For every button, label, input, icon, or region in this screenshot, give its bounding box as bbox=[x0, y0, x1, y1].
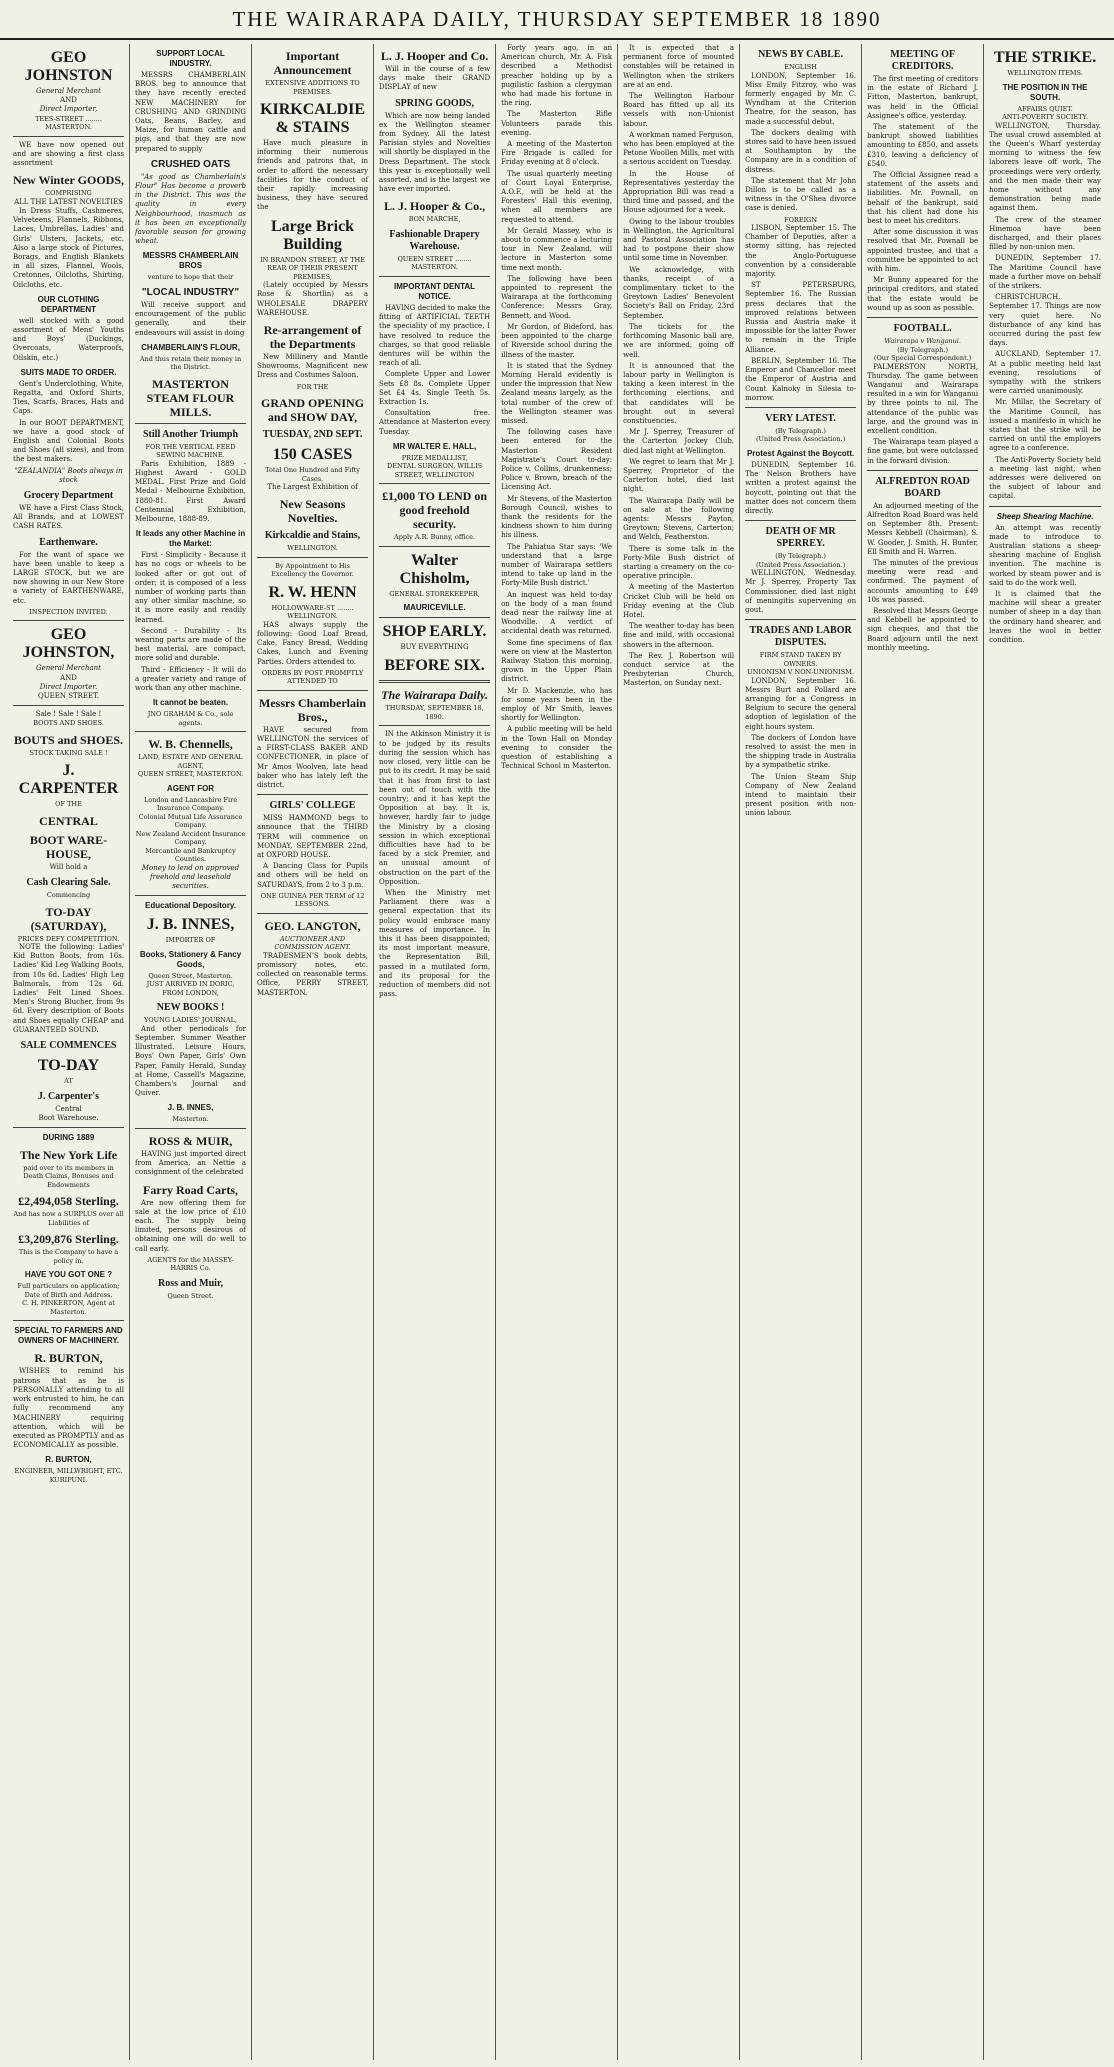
winter-intro: WE have now opened out and are showing a first class assortment bbox=[13, 140, 125, 168]
grocery-title: Grocery Department bbox=[23, 490, 114, 501]
extensive: EXTENSIVE ADDITIONS TO PREMISES. bbox=[265, 79, 360, 96]
have-body: Full particulars on application; Date of Birth and Address. bbox=[17, 1282, 120, 1299]
hall-sub: PRIZE MEDALLIST, bbox=[401, 453, 468, 462]
geo2-street: QUEEN STREET. bbox=[37, 691, 100, 700]
column-2 bbox=[130, 44, 252, 2060]
dancing: A Dancing Class for Pupils and others will be held on SATURDAYS, from 2 to 3 p.m. bbox=[257, 862, 369, 889]
sheep-body: An attempt was recently made to introduce to Australian stations a sheep-shearing machine of English invention. The machine is worked by steam power and is said to do the work well. bbox=[989, 523, 1102, 587]
fashion: Fashionable Drapery Warehouse. bbox=[389, 228, 480, 252]
column-6 bbox=[618, 44, 740, 2060]
cable-item: BERLIN, September 16. The Emperor and Chancellor meet the Emperor of Austria and Count Kalnoky in Silesia to-morrow. bbox=[745, 356, 857, 402]
burton-body: WISHES to remind his patrons that as he is PERSONALLY attending to all work entrusted to him, he can fully recommend any MACHINERY requiring attention, which will be executed as PROMPTLY and as ECONOMICALLY as possible. bbox=[13, 1367, 125, 1450]
edu: Educational Depository. bbox=[145, 901, 237, 911]
ross-body: HAVING just imported direct from America, an Nettie a consignment of the celebrated bbox=[135, 1149, 247, 1177]
news-item: Mr D. Mackenzie, who has for some years been in the employ of Mr Smith, leaves shortly for Wellington. bbox=[501, 686, 613, 723]
lend: £1,000 TO LEND on good freehold security. bbox=[382, 489, 488, 532]
cable-item: The dockers dealing with stores said to have been issued at Southampton by the Company are in a condition of distress. bbox=[745, 128, 857, 174]
boot-ware-title: BOOT WARE-HOUSE, bbox=[29, 832, 108, 861]
news-item: A public meeting will be held in the Town Hall on Monday evening to consider the question of establishing a Technical School in Masterton. bbox=[501, 725, 613, 771]
football-corr: (Our Special Correspondent.) bbox=[873, 354, 972, 363]
inspection: INSPECTION INVITED. bbox=[29, 607, 108, 616]
prices: PRICES DEFY COMPETITION. bbox=[17, 934, 120, 943]
surplus: And has now a SURPLUS over all Liabilities of bbox=[13, 1210, 124, 1227]
hooper2: L. J. Hooper & Co., bbox=[384, 199, 486, 214]
of-the: OF THE bbox=[55, 800, 82, 809]
column-8 bbox=[862, 44, 984, 2060]
geo-and: AND bbox=[60, 96, 77, 105]
news-item: We regret to learn that Mr J. Sperrey, Proprietor of the Carterton hotel, died last night. bbox=[623, 457, 735, 494]
brandon: IN BRANDON STREET, AT THE REAR OF THEIR PRESENT PREMISES, bbox=[260, 255, 365, 281]
news-item: It is stated that the Sydney Morning Herald evidently is under the impression that New Zealand means largely, as the total number of the crew of the Wellington steamer was missed. bbox=[501, 361, 613, 425]
clothing-body: well stocked with a good assortment of Mens' Youths and Boys' (Duckings, Overcoats, Waterproofs, Oilskin, etc.) bbox=[13, 316, 125, 362]
langton-body: TRADESMEN'S book debts, promissory notes, etc. collected on reasonable terms. Office, PERRY STREET, MASTERTON. bbox=[257, 951, 369, 997]
kirk-short: Kirkcaldie and Stains, bbox=[264, 530, 361, 542]
note-body: NOTE the following: Ladies' Kid Button Boots, from 16s. Ladies' Kid Leg Walking Boots, from 10s 6d. Ladies' High Leg Balmorals, from 12s 6d. Ladies' Felt Lined Shoes. Men's Strong Blucher, from 9s 6d. Every description of Boots and Shoes equally CHEAP and GUARANTEED SOUND. bbox=[13, 943, 125, 1034]
ross: ROSS & MUIR, bbox=[148, 1133, 233, 1148]
kirk-body: Have much pleasure in informing their numerous friends and patrons that, in order to afford the necessary facilities for the conduct of their rapidly increasing business, they have secured the bbox=[257, 139, 369, 212]
paper-title: The Wairarapa Daily. bbox=[381, 688, 488, 703]
news-item: Forty years ago, in an American church, Mr. A. Fisk described a Methodist preacher holding up by a pugilistic fashion a clergyman who had made his fortune in the ring. bbox=[501, 44, 613, 108]
girls: GIRLS' COLLEGE bbox=[269, 800, 356, 812]
storekeeper: GENERAL STOREKEEPER, bbox=[389, 589, 480, 598]
strike-christchurch: CHRISTCHURCH, September 17. Things are now very quiet here. No disturbance of any kind has occurred during the past few days. bbox=[989, 293, 1102, 348]
hooper: L. J. Hooper and Co. bbox=[380, 49, 489, 63]
alfredton: ALFREDTON ROAD BOARD bbox=[875, 475, 970, 499]
tuesday: TUESDAY, 2ND SEPT. bbox=[262, 429, 363, 441]
cable-item: LONDON, September 16. Miss Emily Fitzroy, who was formerly engaged by Mr. C. Wyndham at the Criterion Theatre, for the season, has made a successful debut. bbox=[745, 71, 857, 126]
graham: JNO GRAHAM & Co., sole agents. bbox=[147, 710, 234, 727]
support-title: SUPPORT LOCAL INDUSTRY. bbox=[156, 49, 225, 68]
strike-body2: The crew of the steamer Hinemoa have been discharged, and their places filled by non-union men. bbox=[989, 215, 1102, 252]
ross2: Ross and Muir, bbox=[158, 1277, 223, 1289]
column-5 bbox=[496, 44, 618, 2060]
land: LAND, ESTATE AND GENERAL AGENT, bbox=[138, 753, 243, 770]
spring-body: Which are now being landed ex the Wellington steamer from Sydney. All the latest Parisian styles and Novelties will shortly be displayed in the Dress Department. The stock this year is exceptionally well assorted, and is the largest we have ever imported. bbox=[379, 111, 491, 194]
meeting-body3: The Official Assignee read a statement of the assets and liabilities. Mr. Pownall, on behalf of the bankrupt, said that his client had done his best to meet his creditors. bbox=[867, 171, 979, 226]
clothing-title: OUR CLOTHING DEPARTMENT bbox=[37, 294, 100, 314]
cham: Messrs Chamberlain Bros., bbox=[259, 695, 367, 724]
dental: IMPORTANT DENTAL NOTICE. bbox=[394, 281, 476, 301]
gents-body: Gent's Underclothing, White, Regatta, and Oxford Shirts, Ties, Scarfs, Braces, Hats and Caps. bbox=[13, 379, 125, 416]
will-hold: Will hold a bbox=[49, 862, 88, 871]
protest-body: DUNEDIN, September 16. The Nelson Brothers have written a protest against the boycott, pointing out that the matter does not concern them directly. bbox=[745, 460, 857, 515]
news-item: It is announced that the labour party in Wellington is taking a keen interest in the forthcoming elections, and that candidates will be brought out in several constituencies. bbox=[623, 361, 735, 425]
masterton: Masterton. bbox=[172, 1115, 209, 1124]
just-arrived: JUST ARRIVED IN DORIC, FROM LONDON, bbox=[146, 980, 235, 997]
geo-sub: General Merchant bbox=[36, 87, 101, 95]
meeting-body: The first meeting of creditors in the estate of Richard J. Fitton, Masterton, bankrupt, was held in the Official Assignee's office, yesterday. bbox=[867, 75, 979, 120]
death: DEATH OF MR SPERREY. bbox=[765, 526, 836, 550]
news-item: The Pahiatua Star says: 'We understand that a large number of Wairarapa settlers intend to take up land in the Forty-Mile Bush district.' bbox=[501, 542, 613, 588]
news-item: The following cases have been entered for the Masterton Resident Magistrate's Court to-day: Police v. Collins, drunkenness; Police v. Brown, breach of the Licensing Act. bbox=[501, 428, 613, 492]
pinkerton: C. H. PINKERTON, Agent at Masterton. bbox=[22, 1299, 115, 1316]
local-ind: "LOCAL INDUSTRY" bbox=[141, 286, 240, 298]
today-title: TO-DAY (SATURDAY), bbox=[30, 904, 107, 933]
boots-line: BOOTS AND SHOES. bbox=[33, 719, 104, 728]
leads: It leads any other Machine in the Market: bbox=[135, 529, 246, 549]
have-you: HAVE YOU GOT ONE ? bbox=[24, 1270, 113, 1280]
before-six: BEFORE SIX. bbox=[384, 657, 485, 675]
english-sub: ENGLISH bbox=[784, 63, 817, 71]
editorial2: When the Ministry met Parliament there was a general expectation that its policy would embrace many measures of importance. In this it has been disappointed; its most important measure, the Representation Bill, passed in a mutilated form, and its proposal for the reduction of members did not pass. bbox=[379, 888, 491, 999]
strike-dunedin: DUNEDIN, September 17. The Maritime Council have made a further move on behalf of the strikers. bbox=[989, 254, 1102, 290]
winter-comp: COMPRISING bbox=[45, 189, 92, 198]
lend-sub: Apply A.R. Bunny, office. bbox=[394, 533, 476, 542]
column-4 bbox=[374, 44, 496, 2060]
winter-novel: ALL THE LATEST NOVELTIES bbox=[14, 197, 123, 206]
importer: IMPORTER OF bbox=[165, 936, 216, 945]
football-body: PALMERSTON NORTH, Thursday. The game between Wanganui and Wairarapa resulted in a win for Wanganui by three points to nil. The attendance of the public was large, and the ground was in excellent condition. bbox=[867, 362, 979, 435]
girls-body: MISS HAMMOND begs to announce that the THIRD TERM will commence on MONDAY, SEPTEMBER 22nd, at OXFORD HOUSE. bbox=[257, 814, 369, 859]
news-item: Mr Gordon, of Bideford, has been appointed to the charge of Riverside school during the illness of the master. bbox=[501, 322, 613, 359]
henn: R. W. HENN bbox=[268, 583, 357, 601]
quote: "As good as Chamberlain's Flour" Has become a proverb in the District. This was the quality in every Neighbourhood, inasmuch as it has been an exceptionally favorable season for growing wheat. bbox=[135, 172, 247, 246]
news-item: The Wellington Harbour Board has fitted up all its vessels with non-Unionist labour. bbox=[623, 92, 735, 128]
grand: GRAND OPENING and SHOW DAY, bbox=[261, 396, 365, 425]
column-7 bbox=[740, 44, 862, 2060]
lancashire: London and Lancashire Fire Insurance Company. bbox=[143, 795, 238, 813]
commencing: Commencing bbox=[46, 891, 91, 900]
trades-body: LONDON, September 16. Messrs Burt and Pollard are arranging for a Congress in Belgium to secure the general adoption of legislation of the eight hours system. bbox=[745, 676, 857, 731]
geo-johnston-title: GEO JOHNSTON bbox=[24, 49, 113, 84]
affairs: AFFAIRS QUIET. bbox=[1017, 104, 1073, 113]
cable-item: The statement that Mr John Dillon is to be called as a witness in the O'Shea divorce case is denied. bbox=[745, 176, 857, 213]
news-item: Owing to the labour troubles in Wellington, the Agricultural and Pastoral Association has had to postpone their show until some time in November. bbox=[623, 217, 735, 263]
new-mill: New Millinery and Mantle Showrooms, Magnificent new Dress and Costumes Saloon. bbox=[257, 352, 369, 380]
strike-auckland: AUCKLAND, September 17. At a public meeting held last evening, resolutions of sympathy with the strikers were carried unanimously. bbox=[989, 350, 1102, 396]
editorial: IN the Atkinson Ministry it is to be judged by its results during the session which has now closed, very little can be put to its credit. It may be said that it has from first to last been out of touch with the country; and it has kept the Opposition at bay. It is, however, hardly fair to judge the Ministry by a closing session in which exceptional difficulties have had to be faced by a sick Premier, and an unusual amount of obstruction on the part of the Opposition. bbox=[379, 730, 491, 886]
anti: ANTI-POVERTY SOCIETY. bbox=[1002, 113, 1089, 121]
hooper-intro: Will in the course of a few days make their GRAND DISPLAY of new bbox=[379, 65, 491, 92]
special: SPECIAL TO FARMERS AND OWNERS OF MACHINERY. bbox=[14, 1326, 123, 1346]
central-title: CENTRAL bbox=[39, 813, 98, 828]
news-item: The Rev. J. Robertson will conduct service at the Presbyterian Church, Masterton, on Sunday next. bbox=[623, 651, 735, 688]
dental-body: HAVING decided to make the fitting of ARTIFICIAL TEETH the speciality of my practice, I have resolved to reduce the charges, so that good reliable dentures will be within the reach of all. bbox=[379, 303, 491, 368]
geo2-and: AND bbox=[60, 673, 77, 682]
innes: J. B. INNES, bbox=[146, 916, 235, 934]
death-tel: (By Telegraph.) bbox=[775, 552, 826, 561]
mauriceville: MAURICEVILLE. bbox=[403, 603, 466, 613]
queen-street: QUEEN STREET, MASTERTON. bbox=[137, 770, 244, 779]
agents: AGENTS for the MASSEY-HARRIS Co. bbox=[147, 1255, 234, 1273]
meeting-body5: Mr Bunny appeared for the principal creditors, and stated that the estate would be wound up as soon as possible. bbox=[867, 276, 979, 312]
henn-appt: By Appointment to His Excellency the Governor. bbox=[271, 561, 354, 579]
new-books: NEW BOOKS ! bbox=[156, 1002, 225, 1014]
amount1: £2,494,058 Sterling. bbox=[18, 1194, 119, 1209]
position: THE POSITION IN THE SOUTH. bbox=[1002, 82, 1088, 102]
winter-title: New Winter GOODS, bbox=[13, 173, 125, 188]
spring: SPRING GOODS, bbox=[395, 97, 474, 109]
crushed: CRUSHED OATS bbox=[150, 158, 231, 170]
column-3 bbox=[252, 44, 374, 2060]
death-press: (United Press Association.) bbox=[755, 560, 846, 569]
strike-body3: Mr. Millar, the Secretary of the Maritime Council, has issued a manifesto in which he states that the strike will be carried on until the employers agree to a conference. bbox=[989, 398, 1102, 453]
shop-early: SHOP EARLY. bbox=[382, 623, 487, 641]
newspaper-columns bbox=[8, 44, 1106, 2060]
geo2-dir: Direct Importer. bbox=[39, 682, 98, 691]
winter-body: In Dress Stuffs, Cashmeres, Velveteens, Flannels, Ribbons, Laces, Umbrellas, Ladies' and Girls' Ulsters, Jackets, etc. Also a large stock of Pictures, Borags, and English Blankets in all sizes, Flannel, Wools, Cretonnes, Oilcloths, Shirting, Oilcloths, etc. bbox=[13, 206, 125, 289]
sale-commences: SALE COMMENCES bbox=[20, 1040, 117, 1052]
ross-addr: Queen Street. bbox=[167, 1291, 214, 1300]
cable-item: LISBON, September 15. The Chamber of Deputies, after a stormy sitting, has rejected the Anglo-Portuguese convention by a considerable majority. bbox=[745, 224, 857, 279]
news-item: The Masterton Rifle Volunteers parade this evening. bbox=[501, 110, 613, 137]
support-body: MESSRS CHAMBERLAIN BROS. beg to announce that they have recently erected NEW MACHINERY for CRUSHING AND GRINDING Oats, Beans, Barley, and Maize, for human cattle and pigs, and that they are now prepared to supply bbox=[135, 71, 247, 153]
football: FOOTBALL. bbox=[893, 323, 952, 335]
innes-end: J. B. INNES, bbox=[167, 1103, 214, 1113]
column-1 bbox=[8, 44, 130, 2060]
important: Important Announcement bbox=[273, 49, 352, 77]
boot-body: In our BOOT DEPARTMENT, we have a good stock of English and Colonial Boots and Shoes (all sizes), and from the best makers. bbox=[13, 418, 125, 464]
sheep-body2: It is claimed that the machine will shear a greater number of sheep in a day than the ordinary hand shearer, and leaves the wool in better condition. bbox=[989, 590, 1102, 645]
colonial: Colonial Mutual Life Assurance Company. bbox=[138, 812, 243, 830]
money: Money to lend on approved freehold and leasehold securities. bbox=[141, 863, 240, 891]
carpenters-store: J. Carpenter's bbox=[37, 1090, 100, 1102]
suits-title: SUITS MADE TO ORDER. bbox=[20, 367, 117, 377]
football-body2: The Wairarapa team played a fine game, but were outclassed in the forward division. bbox=[867, 438, 979, 465]
alf-body3: Resolved that Messrs George and Kebbell be appointed to sign cheques, and that the Board adjourn until the next monthly meeting. bbox=[867, 607, 979, 652]
geo-johnston-title-2: GEO JOHNSTON, bbox=[22, 626, 115, 662]
triumph-title: Still Another Triumph bbox=[143, 428, 239, 440]
cable-header: NEWS BY CABLE. bbox=[758, 49, 844, 60]
cable-item: ST PETERSBURG, September 16. The Russian press declares that the improved relations between Russia and Austria make it impossible for the latter Power to remain in the Triple Alliance. bbox=[745, 281, 857, 354]
date-line: THURSDAY, SEPTEMBER 18, 1890. bbox=[385, 704, 484, 721]
news-item: The tickets for the forthcoming Masonic ball are, we are informed, going off well. bbox=[623, 322, 735, 359]
news-item: Some fine specimens of flax were on view at the Masterton Railway Station this morning, grown in the Upper Plain district. bbox=[501, 638, 613, 684]
books-body: And other periodicals for September. Summer Weather Illustrated. Leisure Hours, Boys' Own Paper, Girls' Own Paper, Family Herald, Sunday at Home, Cassell's Magazine, Chambers's Journal and Quiver. bbox=[135, 1024, 247, 1098]
masthead bbox=[0, 0, 1114, 40]
geo-dir: Direct Importer, bbox=[39, 105, 98, 114]
alf-body: An adjourned meeting of the Alfredton Road Board was held on September 8th. Present: Messrs Kebbell (Chairman), S. W. Gooder, J. Smith, H. Bunter, Ell Smith and H. Warren. bbox=[867, 501, 979, 556]
cases-sub: Total One Hundred and Fifty Cases. bbox=[265, 466, 360, 483]
news-item: Mr J. Sperrey, Treasurer of the Carterton Jockey Club, died last night at Wellington. bbox=[623, 428, 735, 455]
langton: GEO. LANGTON, bbox=[264, 918, 361, 933]
unionism: UNIONISM V NON-UNIONISM. bbox=[747, 668, 854, 677]
news-item: Mr Stevens, of the Masterton Borough Council, wishes to thank the residents for the kindness shown to him during his illness. bbox=[501, 494, 613, 540]
young: YOUNG LADIES' JOURNAL, bbox=[144, 1016, 237, 1025]
ny-life: The New York Life bbox=[19, 1147, 118, 1162]
news-item: In the House of Representatives yesterday the Appropriation Bill was read a third time and passed, and the House adjourned for a week. bbox=[623, 169, 735, 215]
protest: Protest Against the Boycott. bbox=[746, 448, 855, 458]
triumph-awards: Paris Exhibition, 1889 - Highest Award - GOLD MEDAL. First Prize and Gold Medal - Melbourne Exhibition, 1880-81. First Award Centennial Exhibition, Melbourne, 1888-89. bbox=[135, 459, 247, 523]
hooper-queen: QUEEN STREET ........ MASTERTON. bbox=[397, 254, 472, 272]
nz-acc: New Zealand Accident Insurance Company. bbox=[135, 829, 246, 847]
rearrange: Re-arrangement of the Departments bbox=[263, 322, 362, 351]
today2: TO-DAY bbox=[37, 1057, 100, 1075]
kuripuni: KURIPUNI. bbox=[49, 1475, 88, 1484]
news-item: It is expected that a permanent force of mounted constables will be retained in Wellington when the strikers are at an end. bbox=[623, 44, 735, 89]
second: Second - Durability - Its wearing parts are made of the best material, are compact, more solid and durable. bbox=[135, 626, 247, 663]
firm: FIRM STAND TAKEN BY OWNERS. bbox=[759, 651, 842, 668]
wellington: WELLINGTON. bbox=[287, 544, 338, 553]
earthen-title: Earthenware. bbox=[39, 536, 98, 548]
foreign-sub: FOREIGN bbox=[784, 215, 818, 224]
news-item: The following have been appointed to represent the Wairarapa at the forthcoming Conference: Messrs Gray, Bennett, and Wood. bbox=[501, 274, 613, 320]
meeting-body4: After some discussion it was resolved that Mr. Pownall be appointed trustee, and that a committee be appointed to act with him. bbox=[867, 228, 979, 274]
langton-sub: AUCTIONEER AND COMMISSION AGENT. bbox=[274, 934, 351, 952]
masterton-steam: MASTERTON STEAM FLOUR MILLS. bbox=[146, 376, 235, 419]
first: First - Simplicity - Because it has no cogs or wheels to be looked after or got out of order; it is composed of a less number of working parts than any other similar machine, so it is more easily and readily learned. bbox=[135, 551, 247, 624]
news-item: A meeting of the Masterton Fire Brigade is called for Friday evening at 8 o'clock. bbox=[501, 140, 613, 167]
grand-prefix: FOR THE bbox=[296, 382, 329, 391]
books: Books, Stationery & Fancy Goods, bbox=[139, 949, 242, 969]
during: DURING 1889 bbox=[42, 1132, 95, 1142]
death-body: WELLINGTON, Wednesday. Mr J. Sperrey, Property Tax Commissioner, died last night of meningitis supervening on gout. bbox=[745, 569, 857, 614]
trades: TRADES AND LABOR DISPUTES. bbox=[749, 625, 852, 649]
receive: Will receive support and encouragement of the public generally, and their endeavours will assist in doing bbox=[135, 300, 247, 337]
cannot: It cannot be beaten. bbox=[152, 698, 229, 708]
paid-over: paid over to its members in Death Claims, Bonuses and Endowments bbox=[23, 1163, 114, 1189]
triumph-sub: FOR THE VERTICAL FEED SEWING MACHINE. bbox=[145, 442, 236, 460]
news-item: The usual quarterly meeting of Court Loyal Enterprise, A.O.F., will be held at the Foresters' Hall this evening, when all members are requested to attend. bbox=[501, 169, 613, 224]
grocery-body: WE have a First Class Stock, All Brands, and at LOWEST CASH RATES. bbox=[13, 504, 125, 531]
buy-every: BUY EVERYTHING bbox=[400, 643, 469, 652]
sale-line: Sale ! Sale ! Sale ! bbox=[35, 710, 102, 719]
football-sub: Wairarapa v Wanganui. bbox=[884, 337, 961, 346]
chennells: W. B. Chennells, bbox=[148, 737, 233, 752]
football-by: (By Telegraph.) bbox=[897, 345, 948, 354]
engineers: ENGINEER, MILLWRIGHT, ETC. bbox=[14, 1467, 123, 1476]
strike-body4: The Anti-Poverty Society held a meeting last night, when addresses were delivered on the subject of labour and capital. bbox=[989, 455, 1102, 501]
cases: 150 CASES bbox=[272, 446, 353, 464]
wgtn-items: WELLINGTON ITEMS. bbox=[1007, 69, 1083, 77]
chisholm: Walter Chisholm, bbox=[399, 551, 470, 587]
meeting: MEETING OF CREDITORS. bbox=[890, 49, 955, 72]
bon: BON MARCHE, bbox=[408, 215, 461, 224]
news-item: A workman named Ferguson, who has been employed at the Petone Woollen Mills, met with a serious accident on Tuesday. bbox=[623, 130, 735, 167]
earthen-body: For the want of space we have been unable to keep a LARGE STOCK, but we are now showing in our New Store a variety of EARTHENWARE, etc. bbox=[13, 550, 125, 605]
consult: Consultation free. Attendance at Masterton every Tuesday. bbox=[379, 409, 491, 436]
carpenter-title: J. CARPENTER bbox=[18, 762, 119, 798]
news-item: A meeting of the Masterton Cricket Club will be held on Friday evening at the Club Hotel. bbox=[623, 583, 735, 619]
sheep: Sheep Shearing Machine. bbox=[996, 511, 1094, 521]
telegraph: (By Telegraph.) bbox=[775, 426, 826, 435]
geo2-sub: General Merchant bbox=[36, 664, 101, 673]
masthead-title: THE WAIRARAPA DAILY, THURSDAY SEPTEMBER 18 1890 bbox=[232, 6, 882, 31]
farry-body: Are now offering them for sale at the low price of £10 each. The supply being limited, persons desirous of obtaining one will do well to call early. bbox=[135, 1198, 247, 1253]
geo-place: TEES-STREET ........ MASTERTON. bbox=[35, 114, 102, 132]
strike-body1: WELLINGTON, Thursday. The usual crowd assembled at the Queen's Wharf yesterday morning to witness the few laborers leave off work. The proceedings were very orderly, and the men made their way home without any demonstration being made against them. bbox=[989, 121, 1102, 213]
news-item: An inquest was held to-day on the body of a man found dead near the railway line at Woodville. A verdict of accidental death was returned. bbox=[501, 590, 613, 636]
trades-body3: The Union Steam Ship Company of New Zealand intend to maintain their present position with non-union labour. bbox=[745, 772, 857, 818]
amount2: £3,209,876 Sterling. bbox=[18, 1232, 119, 1247]
dental-fees: Complete Upper and Lower Sets £8 8s. Complete Upper Set £4 4s. Single Teeth 5s. Extraction 1s. bbox=[379, 370, 491, 406]
press: (United Press Association.) bbox=[755, 435, 846, 444]
zealandia: "ZEALANDIA" Boots always in stock bbox=[14, 466, 123, 484]
brandon-body: (Lately occupied by Messrs Rose & Shortlin) as a WHOLESALE DRAPERY WAREHOUSE. bbox=[257, 281, 369, 317]
news-item: Mr Gerald Massey, who is about to commence a lecturing tour in New Zealand, will lecture in Masterton some time next month. bbox=[501, 226, 613, 272]
company: This is the Company to have a policy in. bbox=[18, 1248, 119, 1265]
hall: MR WALTER E. HALL, bbox=[392, 441, 477, 451]
boot-ware2: Boot Warehouse. bbox=[38, 1113, 99, 1122]
third: Third - Efficiency - It will do a greater variety and range of work than any other machine. bbox=[135, 665, 247, 693]
trades-body2: The dockers of London have resolved to assist the men in the shipping trade in Australia by a sympathetic strike. bbox=[745, 733, 857, 770]
flour-head: CHAMBERLAIN'S FLOUR, bbox=[141, 342, 240, 352]
central2: Central bbox=[55, 1104, 82, 1113]
farry: Farry Road Carts, bbox=[143, 1182, 239, 1197]
news-item: The Wairarapa Daily will be on sale at the following agents: Messrs Payton, Greytown; Stevens, Carterton; and Welch, Featherston. bbox=[623, 496, 735, 542]
cham-body: HAVE secured from WELLINGTON the services of a FIRST-CLASS BAKER AND CONFECTIONER, in place of Mr Amos Woolven, late head baker who has lately left the district. bbox=[257, 725, 369, 789]
hall-addr: DENTAL SURGEON, WILLIS STREET, WELLINGTON bbox=[387, 462, 483, 479]
stock-taking: STOCK TAKING SALE ! bbox=[29, 748, 108, 757]
guinea: ONE GUINEA PER TERM of 12 LESSONS. bbox=[260, 891, 365, 909]
queen2: Queen Street, Masterton. bbox=[148, 971, 233, 980]
cham-bros: MESSRS CHAMBERLAIN BROS bbox=[142, 251, 239, 271]
new-season: New Seasons Novelties. bbox=[279, 497, 346, 526]
very-latest: VERY LATEST. bbox=[765, 412, 836, 424]
meeting-body2: The statement of the bankrupt showed liabilities amounting to £850, and assets £310, leaving a deficiency of £540. bbox=[867, 123, 979, 168]
column-9 bbox=[984, 44, 1106, 2060]
large-brick: Large Brick Building bbox=[270, 217, 355, 253]
strike: THE STRIKE. bbox=[993, 49, 1097, 66]
cash-sale: Cash Clearing Sale. bbox=[26, 877, 111, 889]
burton: R. BURTON, bbox=[34, 1351, 103, 1366]
kirk-title: KIRKCALDIE & STAINS bbox=[260, 101, 365, 136]
news-item: There is some talk in the Forty-Mile Bush district of starting a creamery on the co-operative principle. bbox=[623, 544, 735, 581]
at-carpenters: AT bbox=[64, 1077, 73, 1086]
alf-body2: The minutes of the previous meeting were read and confirmed. The payment of accounts amounting to £49 10s was passed. bbox=[867, 559, 979, 604]
news-item: The weather to-day has been fine and mild, with occasional showers in the afternoon. bbox=[623, 622, 735, 649]
orders: ORDERS BY POST PROMPTLY ATTENDED TO bbox=[261, 668, 364, 686]
news-item: We acknowledge, with thanks, receipt of a complimentary ticket to the Greytown Ladies' Benevolent Society's Ball on Friday, 23rd September. bbox=[623, 265, 735, 320]
burton2: R. BURTON, bbox=[45, 1455, 92, 1465]
henn-body: HAS always supply the following: Good Loaf Bread, Cake, Fancy Bread, Wedding Cakes, Lunch and Evening Parties. Orders attended to. bbox=[257, 620, 369, 666]
mercantile: Mercantile and Bankruptcy Counties. bbox=[145, 846, 236, 864]
retain: And thus retain their money in the District. bbox=[139, 354, 242, 372]
venture: venture to hope that their bbox=[147, 273, 234, 282]
henn-sub: HOLLOWWARE-ST ........ WELLINGTON. bbox=[271, 603, 354, 621]
largest: The Largest Exhibition of bbox=[267, 483, 358, 492]
agent-for: AGENT FOR bbox=[166, 783, 215, 793]
boots-big: BOUTS and SHOES. bbox=[13, 732, 124, 747]
